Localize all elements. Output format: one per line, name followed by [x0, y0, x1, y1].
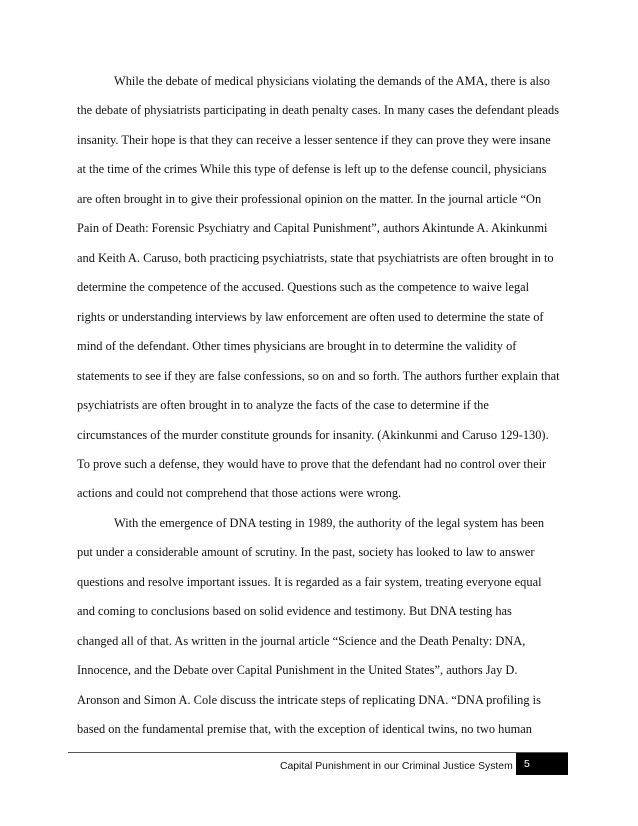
body-line-2: the debate of physiatrists participating in death penalty cases. In many cases the defendant pleads — [77, 103, 560, 117]
body-line-4: at the time of the crimes While this type of defense is left up to the defense council, physicians — [77, 162, 547, 176]
body-line-17: put under a considerable amount of scrutiny. In the past, society has looked to law to answer — [77, 545, 535, 559]
body-line-3: insanity. Their hope is that they can receive a lesser sentence if they can prove they were insane — [77, 133, 551, 147]
body-line-5: are often brought in to give their professional opinion on the matter. In the journal article “On — [77, 192, 542, 206]
body-line-12: psychiatrists are often brought in to analyze the facts of the case to determine if the — [77, 398, 489, 412]
body-line-23: based on the fundamental premise that, with the exception of identical twins, no two human — [77, 722, 532, 736]
body-line-10: mind of the defendant. Other times physicians are brought in to determine the validity of — [77, 339, 517, 353]
body-line-15: actions and could not comprehend that those actions were wrong. — [77, 486, 402, 500]
body-line-6: Pain of Death: Forensic Psychiatry and Capital Punishment”, authors Akintunde A. Akinkunmi — [77, 221, 548, 235]
body-line-7: and Keith A. Caruso, both practicing psychiatrists, state that psychiatrists are often brought in to — [77, 251, 554, 265]
body-line-18: questions and resolve important issues. It is regarded as a fair system, treating everyone equal — [77, 575, 542, 589]
body-line-9: rights or understanding interviews by law enforcement are often used to determine the state of — [77, 310, 544, 324]
body-line-22: Aronson and Simon A. Cole discuss the intricate steps of replicating DNA. “DNA profiling is — [77, 693, 541, 707]
page-number: 5 — [524, 759, 530, 770]
body-line-19: and coming to conclusions based on solid evidence and testimony. But DNA testing has — [77, 604, 512, 618]
body-line-11: statements to see if they are false confessions, so on and so forth. The authors further explain that — [77, 369, 560, 383]
body-line-14: To prove such a defense, they would have to prove that the defendant had no control over their — [77, 457, 547, 471]
footer-divider — [68, 752, 568, 753]
page-number-box — [516, 753, 568, 775]
body-line-21: Innocence, and the Debate over Capital Punishment in the United States”, authors Jay D. — [77, 663, 518, 677]
body-line-8: determine the competence of the accused. Questions such as the competence to waive legal — [77, 280, 530, 294]
body-line-1: While the debate of medical physicians violating the demands of the AMA, there is also — [114, 74, 550, 88]
footer-title: Capital Punishment in our Criminal Justice System — [280, 761, 513, 772]
body-line-20: changed all of that. As written in the journal article “Science and the Death Penalty: DNA, — [77, 634, 526, 648]
body-line-16: With the emergence of DNA testing in 1989, the authority of the legal system has been — [114, 516, 545, 530]
body-line-13: circumstances of the murder constitute grounds for insanity. (Akinkunmi and Caruso 129-130). — [77, 428, 549, 442]
